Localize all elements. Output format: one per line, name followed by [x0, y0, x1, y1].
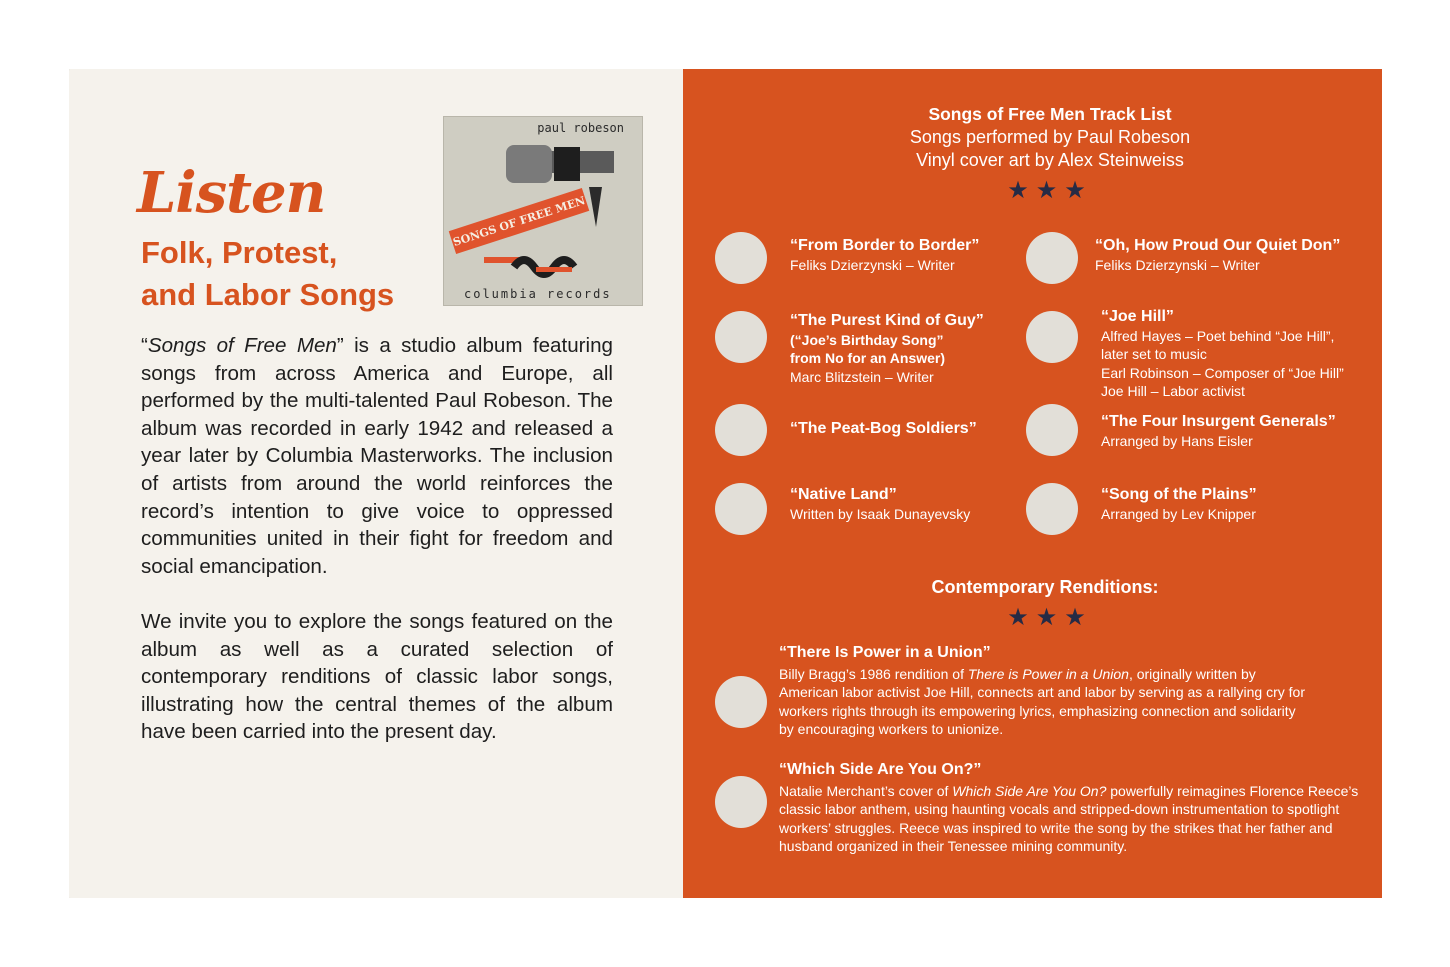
heading-line-2: and Labor Songs: [141, 277, 395, 312]
tracklist-title: Songs of Free Men Track List: [928, 104, 1172, 124]
tracklist-subtitle-art: Vinyl cover art by Alex Steinweiss: [916, 150, 1184, 170]
track-item: [1101, 308, 1344, 401]
rendition-play-button[interactable]: [715, 676, 767, 728]
track-title: “Oh, How Proud Our Quiet Don”: [1095, 237, 1341, 254]
track-play-button[interactable]: [1026, 404, 1078, 456]
album-label: columbia records: [464, 287, 612, 301]
track-title: “Joe Hill”: [1101, 308, 1174, 325]
invite-paragraph: We invite you to explore the songs featured on the album as well as a curated selection of contemporary renditions of classic labor songs, illustrating how the central themes of the album have been carried into the present day.: [141, 610, 613, 744]
album-banner: SONGS OF FREE MEN: [449, 188, 590, 254]
track-item: [790, 237, 979, 274]
track-item: [1095, 237, 1340, 274]
rendition-song-italic: Which Side Are You On?: [952, 782, 1107, 799]
track-play-button[interactable]: [1026, 311, 1078, 363]
track-subtitle: (“Joe’s Birthday Song”: [790, 331, 944, 348]
album-title-italic: Songs of Free Men: [147, 334, 337, 357]
track-title: “Native Land”: [790, 486, 897, 503]
track-credit: later set to music: [1101, 346, 1207, 362]
rendition-item: [779, 761, 1369, 856]
track-subtitle: from No for an Answer): [790, 350, 946, 366]
track-item: [790, 486, 970, 523]
intro-text: ” is a studio album featuring songs from across America and Europe, all performed by the multi-talented Paul Robeson. The album was recorded in early 1942 and released a year later by Columbia Masterworks. The inclusion of artists from around the world reinforces the record’s intention to give voice to oppressed communities united in their fight for freedom and social emancipation.: [141, 334, 614, 578]
quote-open: “: [141, 334, 148, 357]
heading-line-1: Folk, Protest,: [141, 235, 338, 270]
track-title: “Song of the Plains”: [1101, 486, 1257, 503]
rendition-title: “There Is Power in a Union”: [779, 644, 991, 661]
track-credit: Arranged by Lev Knipper: [1101, 505, 1256, 522]
tracklist-subtitle-performer: Songs performed by Paul Robeson: [909, 127, 1191, 147]
track-item: [1101, 486, 1257, 523]
track-title: “The Peat-Bog Soldiers”: [790, 420, 977, 437]
rendition-text: Natalie Merchant’s cover of: [779, 782, 953, 799]
intro-paragraph: [141, 332, 613, 580]
track-credit: Alfred Hayes – Poet behind “Joe Hill”,: [1101, 327, 1335, 344]
track-item: [1101, 413, 1336, 450]
track-item: [790, 420, 977, 439]
stars-divider: ★★★: [1007, 604, 1093, 631]
track-play-button[interactable]: [1026, 232, 1078, 284]
track-title: “The Purest Kind of Guy”: [790, 312, 984, 329]
album-artist: paul robeson: [537, 121, 624, 135]
track-title: “From Border to Border”: [790, 237, 980, 254]
rendition-text: Billy Bragg’s 1986 rendition of: [779, 665, 968, 682]
contemporary-renditions-title: Contemporary Renditions:: [931, 577, 1159, 597]
track-play-button[interactable]: [1026, 483, 1078, 535]
rendition-title: “Which Side Are You On?”: [779, 761, 982, 778]
track-play-button[interactable]: [715, 232, 767, 284]
track-credit: Written by Isaak Dunayevsky: [790, 505, 971, 522]
stars-divider: ★★★: [1007, 177, 1093, 204]
track-item: [790, 312, 984, 386]
track-credit: Arranged by Hans Eisler: [1101, 432, 1253, 449]
rendition-text: powerfully reimagines Florence Reece’s classic labor anthem, using haunting vocals and stripped-down instrumentation to spotlight workers’ struggles. Reece was inspired to write the song by the strikes that her father and husband organized in their Tenessee mining community.: [779, 782, 1359, 854]
track-credit: Feliks Dzierzynski – Writer: [1095, 256, 1260, 273]
track-credit: Joe Hill – Labor activist: [1101, 383, 1245, 399]
album-cover-image: [443, 116, 643, 306]
track-play-button[interactable]: [715, 483, 767, 535]
track-title: “The Four Insurgent Generals”: [1101, 413, 1336, 430]
rendition-play-button[interactable]: [715, 776, 767, 828]
rendition-song-italic: There is Power in a Union: [967, 665, 1129, 682]
track-credit: Feliks Dzierzynski – Writer: [790, 256, 955, 273]
track-play-button[interactable]: [715, 404, 767, 456]
rendition-text: , originally written by American labor activist Joe Hill, connects art and labor by serving as a rallying cry for workers rights through its empowering lyrics, emphasizing connection and solidarity by encouraging workers to unionize.: [779, 665, 1305, 737]
track-credit: Earl Robinson – Composer of “Joe Hill”: [1101, 364, 1344, 381]
listen-title: Listen: [137, 160, 326, 226]
track-credit: Marc Blitzstein – Writer: [790, 368, 934, 385]
track-play-button[interactable]: [715, 311, 767, 363]
rendition-item: [779, 644, 1309, 739]
